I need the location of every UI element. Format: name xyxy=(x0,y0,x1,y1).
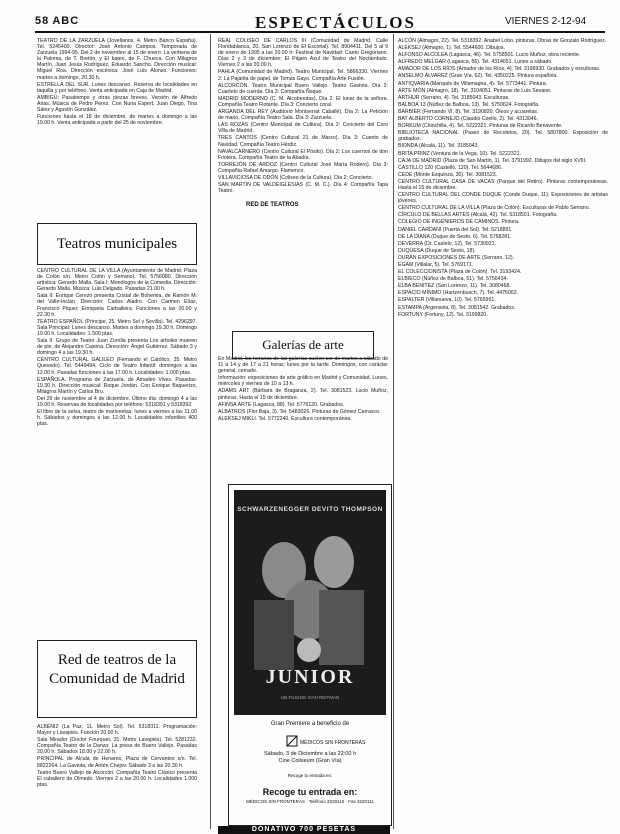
listing-entry: CÍRCULO DE BELLAS ARTES (Alcalá, 42). Tel. 5318501. Fotografía. xyxy=(398,212,558,219)
section-title: ESPECTÁCULOS xyxy=(255,13,416,32)
column-1-bottom xyxy=(37,724,197,824)
listing-entry: NAVALCARNERO (Centro Cultural El Pósito). Día 2: Los cuernos de don Friolera. Compañía Teatro de la Abadía. xyxy=(218,148,388,161)
listing-entry: BORKUM (Chinchilla, 4). Tel. 5222321. Pinturas de Ricardo Benavente. xyxy=(398,123,563,130)
red-de-teatros-heading: RED DE TEATROS xyxy=(246,202,299,208)
listing-entry: DEVERRA (Dr. Castelo, 12). Tel. 5730921. xyxy=(398,240,496,247)
listing-entry: PRINCIPAL de Alcalá de Henares, Plaza de Cervantes s/n. Tel. 8822264. La Gaviota, de Antón Chejov. Sábado 3 a las 20.30 h. xyxy=(37,756,197,769)
column-divider xyxy=(393,34,394,829)
listing-entry: ESPAÑOLA. Programa de Zarzuela, de Amadeo Vives. Pasadas: 19.30 h. Dirección musical: Roque Jordán. Con Enrique Baquerizo, Milagros Martín y Carlos Bru. xyxy=(37,376,197,395)
listing-entry: ALFONSO ALCOLEA (Lagasca, 46). Tel. 5758501. Lucio Muñoz, obra reciente. xyxy=(398,52,581,59)
listing-entry: ALCORCÓN. Teatro Municipal Buero Vallejo. Teatro Gaviota. Día 2: Cuarteto de cuerda. Día 3: Compañía Ñaque. xyxy=(218,82,388,95)
listing-entry: LAS ROZAS (Centro Municipal de Cultura). Día 2: Concierto del Coro Villa de Madrid. xyxy=(218,122,388,135)
entry-note: Recoge tu entrada en: xyxy=(287,773,333,778)
listing-entry: ESTAMPA (Argensola, 8). Tel. 3081542. Grabados. xyxy=(398,304,516,311)
cta-text: Recoge tu entrada en: xyxy=(262,787,358,797)
event-venue: Cine Coliseum (Gran Vía) xyxy=(278,758,342,764)
red-teatros-comunidad-box xyxy=(37,640,197,718)
listing-entry: ESPACIO MÍNIMO (Hartzenbusch, 7). Tel. 4475062. xyxy=(398,290,519,297)
listing-entry: CAJA DE MADRID (Plaza de San Martín, 1). Tel. 3791992. Dibujos del siglo XVIII. xyxy=(398,157,587,164)
issue-date: VIERNES 2-12-94 xyxy=(505,16,587,27)
box-line: Red de teatros de la xyxy=(57,652,177,668)
column-2-top xyxy=(218,38,388,328)
listing-entry: MADRID MODERNO (C. M. Alcobendas). Día 2: El lunar de la señora. Compañía Teatro Flotante. Día 3: Concierto coral. xyxy=(218,95,388,108)
listing-entry: Información: exposiciones de arte gráfico en Madrid y Comunidad. Lunes, miércoles y viernes de 10 a 13 h. xyxy=(218,375,388,388)
listing-entry: TORREJÓN DE ARDOZ (Centro Cultural José María Rodero). Día 3: Compañía Rafael Amargo. Flamenco. xyxy=(218,161,388,174)
listing-entry: Sala Mirador (Doctor Fourquet, 31. Metro Lavapiés). Tel. 5281232. Compañía Teatro de la Danza: La presa de Buero Vallejo. Pasadas 20.00 h. Sábados 18.00 y 22.00 h. xyxy=(37,737,197,756)
listing-entry: Del 29 de noviembre al 4 de diciembre. Último día: domingo 4 a las 19.00 h. Reservas de localidades por teléfono: 5318391 y 5318392. xyxy=(37,395,197,408)
listing-entry: BRITA PRINZ (Ventura de la Vega, 10). Tel. 5222321. xyxy=(398,150,521,157)
listing-entry: BAT ALBERTO CORNEJO (Claudio Coello, 2). Tel. 4313046. xyxy=(398,116,538,123)
listing-entry: FORTUNY (Fortuny, 12). Tel. 3199820. xyxy=(398,311,488,318)
listing-entry: Sala II: Enrique Cerezo presenta Cristal de Bohemia, de Ramón M. del Valle-Inclán. Dirección: Carlos Aladro. Con Carmen Elías, Francisco Piquer, Enriqueta Carballeira. Funciones a las 20.00 y 22.30 h. xyxy=(37,293,197,318)
listing-entry: ELBIECO (Núñez de Balboa, 61). Tel. 5756434. xyxy=(398,276,508,283)
header-rule xyxy=(35,31,605,33)
listing-entry: AFINSA ARTE (Lagasca, 88). Tel. 5776120. Grabados. xyxy=(218,401,345,408)
listing-entry: DURÁN EXPOSICIONES DE ARTE (Serrano, 12). xyxy=(398,254,515,261)
listing-entry: REAL COLISEO DE CARLOS III (Comunidad de Madrid. Calle Floridablanca, 20. San Lorenzo de El Escorial). Tel. 8904411. Del 5 al 9 de enero de 1995 a las 20.00 h: Festival de Navidad: Canto Gregoriano. Días 2 y 3 de diciembre: El Pájaro Azul de Teatro del Noctámbulo. Viernes 2 a las 20.00 h. xyxy=(218,38,388,69)
listing-entry: ANTIQVARIA (Marqués de Villamagna, 4). Tel. 5773441. Pintura. xyxy=(398,80,548,87)
listing-entry: CENTRO CULTURAL DE LA VILLA (Plaza de Colón). Esculturas de Pablo Serrano. xyxy=(398,205,591,212)
listing-entry: AMBIGÚ: Pasatiempo y otras piezas breves. Versión de Alfredo Arias. Música de Pedro Pérez. Con Nuria Espert, Juan Diego, Tina Sáinz y Agustín González. xyxy=(37,94,197,114)
listing-entry: PAHLA (Comunidad de Madrid). Teatro Municipal. Tel. 5866330. Viernes 2: La Pajarita de papel, de Tomás Gayo. Compañía Arte Fusión. xyxy=(218,69,388,82)
listing-entry: ELBA BENÍTEZ (San Lorenzo, 11). Tel. 3080468. xyxy=(398,283,511,290)
listing-entry: TEATRO ESPAÑOL (Príncipe, 25. Metro Sol y Sevilla). Tel. 4296297. Sala Principal: Lunes descanso. Martes a domingo 19.30 h. Domingo 19.00 h. Localidades: 1.500 ptas. xyxy=(37,318,197,337)
listing-entry: BARBIER (Fernando VI, 8). Tel. 3190820. Óleos y acuarelas. xyxy=(398,108,539,115)
listing-entry: ARTE MÓN (Almagro, 18). Tel. 3104051. Pinturas de Luis Seoane. xyxy=(398,87,552,94)
poster-cast: SCHWARZENEGGER DEVITO THOMPSON xyxy=(237,506,383,513)
listing-entry: ALBATROS (Flor Baja, 3). Tel. 5483026. Pinturas de Gómez Carrasco. xyxy=(218,408,381,415)
listing-entry: ARTHUR (Serrano, 4). Tel. 3185043. Esculturas. xyxy=(398,94,510,101)
listing-entry: ADAMS ART (Bárbara de Braganza, 2). Tel. 3081523. Lucio Muñoz, pinturas. Hasta el 15 de diciembre. xyxy=(218,388,388,401)
listing-entry: En Madrid, los horarios de las galerías suelen ser de martes a sábado de 11 a 14 y de 17 a 21 horas; lunes por la tarde. Domingos, con carácter general, cerrado. xyxy=(218,356,388,375)
listing-entry: DE LA DIANA (Duque de Sesto, 6). Tel. 5768281. xyxy=(398,233,512,240)
listing-entry: ALEKSEJ (Almagro, 1). Tel. 5544600. Dibujos. xyxy=(398,45,505,52)
listing-entry: Teatro Buero Vallejo de Alcorcón: Compañía Teatro Clásico presenta El caballero de Olmedo. Viernes 2 a las 20.00 h. Localidades 1.000 ptas. xyxy=(37,769,197,788)
listing-entry: ALCÓN (Almagro, 22). Tel. 5318392. Anabel Lobo, pinturas. Obras de Gonzalo Rodríguez. xyxy=(398,38,607,44)
msf-logo-text: MÉDICOS SIN FRONTERAS xyxy=(300,740,366,746)
column-1-middle xyxy=(37,268,197,636)
listing-entry: DANIEL CARDANI (Puerta del Sol). Tel. 5218891. xyxy=(398,226,513,233)
column-3-galerias xyxy=(398,38,608,828)
donation-banner xyxy=(218,826,390,834)
listing-entry: TEATRO DE LA ZARZUELA (Jovellanos, 4. Metro Banco España). Tel. 5245400. Director: José Antonio Campos. Temporada de Zarzuela 1994-95. Del 2 de noviembre al 15 de enero: La verbena de la Paloma, de T. Bretón, y El bateo, de F. Chueca. Con Milagros Martín, Juan Jesús Rodríguez, Eduardo Sancho. Dirección musical: Miguel Roa. Dirección escénica: José Luis Alonso. Funciones: martes a domingo, 20.30 h. xyxy=(37,38,197,81)
listing-entry: EGAM (Villalar, 5). Tel. 5769171. xyxy=(398,262,474,268)
listing-entry: EL COLECCIONISTA (Plaza de Colón). Tel. 3193424. xyxy=(398,269,522,276)
donation-text: DONATIVO 700 PESETAS xyxy=(251,826,357,833)
listing-entry: VILLAVICIOSA DE ODÓN (Coliseo de la Cultura). Día 2: Concierto. xyxy=(218,174,374,181)
listing-entry: ALFREDO MELGAR (Lagasca, 56). Tel. 4314651. Lunes a sábado. xyxy=(398,59,553,66)
column-1-top xyxy=(37,38,197,219)
listing-entry: CENTRO CULTURAL DE LA VILLA (Ayuntamiento de Madrid. Plaza de Colón s/n. Metro Colón y Serrano). Tel. 5756080. Dirección artística: Gerardo Malla. Sala I: Monólogos de la Comedia. Dirección: Gerardo Malla. Música: Luis Delgado. Pasadas 21.00 h. xyxy=(37,268,197,293)
ngo-address: MÉDICOS SIN FRONTERAS · Teléfono 3220110 · Fax 3220111 xyxy=(246,799,374,804)
film-advertisement xyxy=(228,484,392,826)
listing-entry: BALBOA 13 (Núñez de Balboa, 13). Tel. 5750624. Fotografía. xyxy=(398,101,540,108)
page-number xyxy=(35,15,79,27)
listing-entry: SAN MARTÍN DE VALDEIGLESIAS (C. M. C.). Día 4: Compañía Tapa Teatro. xyxy=(218,182,388,195)
listing-entry: CENTRO CULTURAL DEL CONDE DUQUE (Conde Duque, 11). Exposiciones de artistas jóvenes. xyxy=(398,192,608,205)
listing-entry: CENTRO CULTURAL GALILEO (Fernando el Católico, 35. Metro Quevedo). Tel. 5449494. Ciclo de Teatro Infantil: domingos a las 12.00 h. Pasadas funciones a las 17.00 h. Localidades: 1.000 ptas. xyxy=(37,357,197,376)
listing-entry: BIBLIOTECA NACIONAL (Paseo de Recoletos, 20). Tel. 5807800. Exposición de grabados. xyxy=(398,130,608,143)
listing-entry: DUQUESA (Duque de Sesto, 18). xyxy=(398,247,476,254)
film-poster xyxy=(234,490,386,715)
listing-entry: Funciones hasta el 18 de diciembre, de martes a domingo a las 19.00 h. Venta anticipada a partir del 25 de noviembre. xyxy=(37,114,197,127)
listing-entry: BIONDA (Alcalá, 11). Tel. 3185043. xyxy=(398,143,479,150)
listing-entry: ARGANDA DEL REY (Auditorio Montserrat Caballé). Día 2: La Petición de mano, Compañía Teatro Sala. Día 3: Zarzuela. xyxy=(218,109,388,122)
galerias-box: Galerías de arte xyxy=(232,331,374,359)
listing-entry: El libro de la selva, teatro de marionetas: lunes a viernes a las 11.00 h. Sábados y domingos a las 12.00 h. Localidades infantiles 400 ptas. xyxy=(37,409,197,428)
poster-title: JUNIOR xyxy=(265,666,355,688)
listing-entry: CASTILLO 120 (Castelló, 120). Tel. 5644686. xyxy=(398,164,503,171)
listing-entry: ALBÉNIZ (La Paz, 11. Metro Sol). Tel. 5318311. Programación: Mayor y Lavapiés. Función 20.00 h. xyxy=(37,724,197,737)
listing-entry: ESTRELLA DEL SUR. Lunes descanso. Reserva de localidades en taquilla y por teléfono. Venta anticipada en Caja de Madrid. xyxy=(37,81,197,94)
msf-logo-icon xyxy=(285,733,366,749)
listing-entry: AMADOR DE LOS RÍOS (Amador de los Ríos, 4). Tel. 3196930. Grabados y esculturas. xyxy=(398,66,601,73)
listing-entry: COLEGIO DE INGENIEROS DE CAMINOS. Pintura. xyxy=(398,219,520,226)
column-divider xyxy=(210,34,211,829)
listing-entry: Sala II: Grupo de Teatro Juan Zorrilla presenta Los árboles mueren de pie, de Alejandro Casona. Dirección: Ángel Gutiérrez. Sábado 3 y domingo 4 a las 19.30 h. xyxy=(37,338,197,357)
event-details xyxy=(229,751,391,765)
listing-entry: CEDE (Monte Esquinza, 30). Tel. 3081523. xyxy=(398,171,498,178)
gala-text: Gran Premiere a beneficio de xyxy=(270,721,350,727)
box-line: Comunidad de Madrid xyxy=(49,671,185,687)
poster-credit: UN FILM DE IVAN REITMAN xyxy=(280,695,340,700)
publication-name: ABC xyxy=(52,15,80,27)
listing-entry: ANSELMO ÁLVAREZ (Gran Vía, 62). Tel. 4350225. Pintura española. xyxy=(398,73,558,80)
listing-entry: ALEKSEJ MIKLI. Tel. 5772240. Escultura contemporánea. xyxy=(218,415,352,422)
listing-entry: ESPALTER (Villanueva, 10). Tel. 5765961. xyxy=(398,297,496,304)
column-2-galerias xyxy=(218,356,388,484)
event-date: Sábado, 3 de Diciembre a las 22:00 h xyxy=(263,751,357,757)
page-header xyxy=(0,0,620,30)
listing-entry: CENTRO CULTURAL CASA DE VACAS (Parque del Retiro). Pinturas contemporáneas. Hasta el 15 de diciembre. xyxy=(398,178,608,191)
listing-entry: TRES CANTOS (Centro Cultural 21 de Marzo). Día 3: Cuento de Navidad. Compañía Teatro Hérdiz. xyxy=(218,135,388,148)
page-number-value: 58 xyxy=(35,15,50,27)
teatros-municipales-box: Teatros municipales xyxy=(37,223,197,265)
